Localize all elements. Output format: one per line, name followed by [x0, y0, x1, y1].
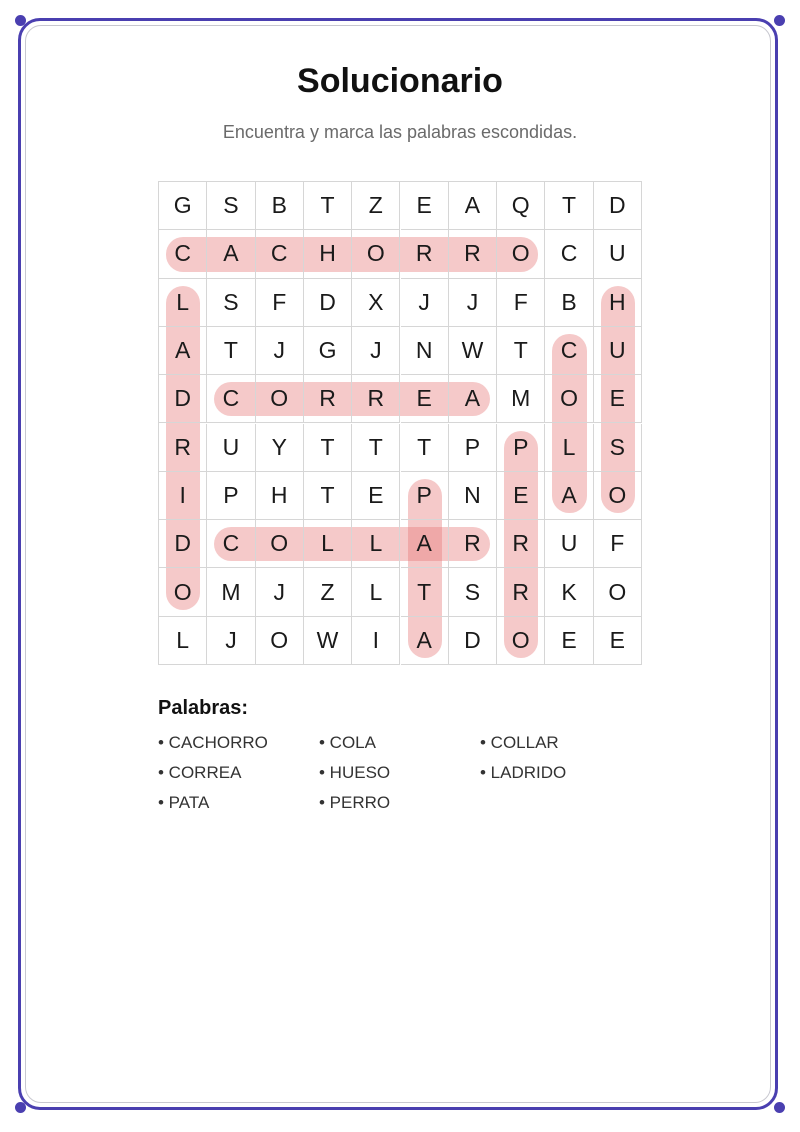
- grid-cell: I: [352, 617, 400, 665]
- grid-cell: F: [594, 520, 642, 568]
- grid-cell: L: [159, 279, 207, 327]
- grid-cell: P: [207, 472, 255, 520]
- grid-cell: G: [304, 327, 352, 375]
- grid-cell: D: [449, 617, 497, 665]
- grid-cell: A: [159, 327, 207, 375]
- grid-cell: E: [545, 617, 593, 665]
- grid-cell: O: [497, 230, 545, 278]
- page-title: Solucionario: [297, 62, 503, 100]
- grid-cell: Y: [256, 424, 304, 472]
- grid-cell: W: [304, 617, 352, 665]
- grid-cell: T: [401, 424, 449, 472]
- grid-cell: A: [401, 617, 449, 665]
- grid-cell: C: [256, 230, 304, 278]
- word-list-item: • LADRIDO: [480, 763, 567, 782]
- grid-cell: L: [352, 568, 400, 616]
- word-list-item: • COLA: [319, 733, 376, 752]
- corner-dot-bottom-left: [15, 1102, 26, 1113]
- word-list-item: • HUESO: [319, 763, 391, 782]
- grid-cell: M: [207, 568, 255, 616]
- grid-cell: L: [159, 617, 207, 665]
- grid-cell: L: [352, 520, 400, 568]
- grid-cell: U: [594, 327, 642, 375]
- grid-cell: T: [401, 568, 449, 616]
- grid-cell: A: [449, 182, 497, 230]
- grid-cell: T: [304, 424, 352, 472]
- grid-cell: D: [159, 520, 207, 568]
- grid-cell: S: [594, 424, 642, 472]
- grid-cell: R: [497, 568, 545, 616]
- grid-cell: L: [545, 424, 593, 472]
- grid-cell: A: [449, 375, 497, 423]
- grid-cell: O: [352, 230, 400, 278]
- grid-cell: T: [497, 327, 545, 375]
- grid-cell: C: [545, 327, 593, 375]
- grid-cell: L: [304, 520, 352, 568]
- grid-cell: H: [256, 472, 304, 520]
- grid-cell: E: [594, 617, 642, 665]
- grid-cell: N: [449, 472, 497, 520]
- grid-cell: R: [401, 230, 449, 278]
- grid-cell: T: [545, 182, 593, 230]
- grid-cell: Z: [352, 182, 400, 230]
- grid-cell: E: [594, 375, 642, 423]
- grid-cell: P: [401, 472, 449, 520]
- grid-cell: O: [594, 568, 642, 616]
- grid-cell: U: [207, 424, 255, 472]
- word-list-item: • CACHORRO: [158, 733, 268, 752]
- grid-cell: T: [304, 472, 352, 520]
- grid-cell: R: [497, 520, 545, 568]
- grid-cell: O: [594, 472, 642, 520]
- grid-cell: Q: [497, 182, 545, 230]
- grid-cell: S: [449, 568, 497, 616]
- grid-cell: E: [352, 472, 400, 520]
- grid-cell: R: [159, 424, 207, 472]
- grid-cell: H: [594, 279, 642, 327]
- grid-cell: E: [401, 375, 449, 423]
- grid-cell: O: [256, 375, 304, 423]
- grid-cell: C: [207, 520, 255, 568]
- grid-cell: A: [401, 520, 449, 568]
- grid-cell: F: [497, 279, 545, 327]
- grid-cell: U: [594, 230, 642, 278]
- grid-cell: J: [256, 327, 304, 375]
- grid-cell: Z: [304, 568, 352, 616]
- grid-cell: M: [497, 375, 545, 423]
- grid-cell: U: [545, 520, 593, 568]
- grid-cell: O: [545, 375, 593, 423]
- grid-cell: T: [304, 182, 352, 230]
- grid-cell: O: [159, 568, 207, 616]
- grid-cell: N: [401, 327, 449, 375]
- grid-cell: H: [304, 230, 352, 278]
- grid-cell: B: [256, 182, 304, 230]
- grid-cell: T: [352, 424, 400, 472]
- grid-cell: C: [207, 375, 255, 423]
- grid-cell: O: [497, 617, 545, 665]
- grid-cell: J: [207, 617, 255, 665]
- grid-cell: F: [256, 279, 304, 327]
- grid-cell: A: [207, 230, 255, 278]
- corner-dot-top-right: [774, 15, 785, 26]
- grid-cell: R: [352, 375, 400, 423]
- grid-cell: E: [401, 182, 449, 230]
- grid-cell: A: [545, 472, 593, 520]
- grid-cell: P: [449, 424, 497, 472]
- grid-cell: J: [256, 568, 304, 616]
- grid-cell: O: [256, 520, 304, 568]
- grid-cell: K: [545, 568, 593, 616]
- grid-cell: T: [207, 327, 255, 375]
- corner-dot-bottom-right: [774, 1102, 785, 1113]
- grid-cell: S: [207, 279, 255, 327]
- grid-cell: W: [449, 327, 497, 375]
- grid-cell: D: [304, 279, 352, 327]
- grid-cell: C: [545, 230, 593, 278]
- grid-cell: G: [159, 182, 207, 230]
- word-list-item: • PATA: [158, 793, 210, 812]
- grid-cell: D: [594, 182, 642, 230]
- grid-cell: D: [159, 375, 207, 423]
- grid-cell: I: [159, 472, 207, 520]
- grid-cell: J: [449, 279, 497, 327]
- corner-dot-top-left: [15, 15, 26, 26]
- grid-cell: P: [497, 424, 545, 472]
- word-list-heading: Palabras:: [158, 697, 249, 719]
- grid-cell: S: [207, 182, 255, 230]
- grid-cell: O: [256, 617, 304, 665]
- grid-cell: E: [497, 472, 545, 520]
- grid-cell: J: [352, 327, 400, 375]
- grid-cell: X: [352, 279, 400, 327]
- grid-cell: R: [304, 375, 352, 423]
- grid-cell: B: [545, 279, 593, 327]
- grid-cell: C: [159, 230, 207, 278]
- grid-cell: R: [449, 520, 497, 568]
- page-subtitle: Encuentra y marca las palabras escondidas.: [222, 122, 578, 142]
- grid-cell: J: [401, 279, 449, 327]
- word-search-grid: [158, 181, 642, 665]
- word-list-item: • CORREA: [158, 763, 242, 782]
- word-list-item: • PERRO: [319, 793, 391, 812]
- word-list-item: • COLLAR: [480, 733, 559, 752]
- grid-cell: R: [449, 230, 497, 278]
